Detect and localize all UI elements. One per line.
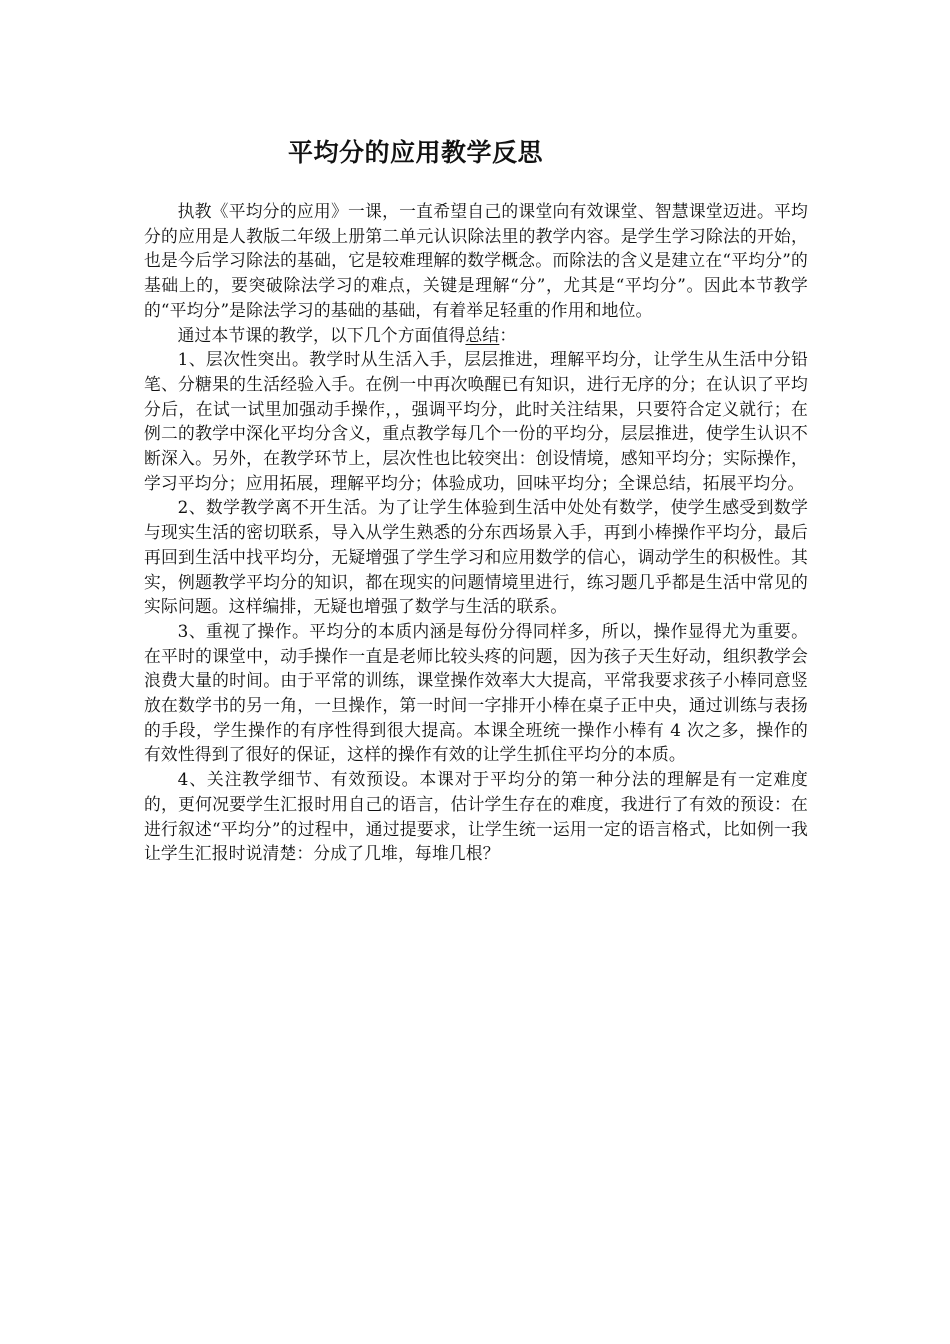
point-1-paragraph: 1、层次性突出。教学时从生活入手，层层推进，理解平均分，让学生从生活中分铅笔、分糖果的生活经验入手。在例一中再次唤醒已有知识，进行无序的分；在认识了平均分后，在试一试里加强动手操作，，强调平均分，此时关注结果，只要符合定义就行；在例二的教学中深化平均分含义，重点教学每几个一份的平均分，层层推进，使学生认识不断深入。另外，在教学环节上，层次性也比较突出：创设情境，感知平均分；实际操作，学习平均分；应用拓展，理解平均分；体验成功，回味平均分；全课总结，拓展平均分。 (144, 349, 808, 493)
point-2-paragraph: 2、数学教学离不开生活。为了让学生体验到生活中处处有数学，使学生感受到数学与现实生活的密切联系，导入从学生熟悉的分东西场景入手，再到小棒操作平均分，最后再回到生活中找平均分，无疑增强了学生学习和应用数学的信心，调动学生的积极性。其实，例题教学平均分的知识，都在现实的问题情境里进行，练习题几乎都是生活中常见的实际问题。这样编排，无疑也增强了数学与生活的联系。 (144, 497, 808, 617)
page-title: 平均分的应用教学反思 (288, 138, 544, 167)
summary-lead-colon: ： (499, 324, 517, 345)
intro-paragraph: 执教《平均分的应用》一课，一直希望自己的课堂向有效课堂、智慧课堂迈进。平均分的应用是人教版二年级上册第二单元认识除法里的教学内容。是学生学习除法的开始，也是今后学习除法的基础，它是较难理解的数学概念。而除法的含义是建立在“平均分”的基础上的，要突破除法学习的难点，关键是理解“分”，尤其是“平均分”。因此本节教学的“平均分”是除法学习的基础的基础，有着举足轻重的作用和地位。 (144, 201, 808, 320)
summary-underlined-word: 总结 (465, 324, 500, 345)
summary-lead-paragraph (144, 323, 808, 348)
summary-lead-text: 通过本节课的教学，以下几个方面值得 (177, 324, 466, 345)
point-4-paragraph: 4、关注教学细节、有效预设。本课对于平均分的第一种分法的理解是有一定难度的，更何况要学生汇报时用自己的语言，估计学生存在的难度，我进行了有效的预设：在进行叙述“平均分”的过程中，通过提要求，让学生统一运用一定的语言格式，比如例一我让学生汇报时说清楚：分成了几堆，每堆几根？ (144, 769, 808, 864)
point-3-paragraph: 3、重视了操作。平均分的本质内涵是每份分得同样多，所以，操作显得尤为重要。在平时的课堂中，动手操作一直是老师比较头疼的问题，因为孩子天生好动，组织教学会浪费大量的时间。由于平常的训练，课堂操作效率大大提高，平常我要求孩子小棒同意竖放在数学书的另一角，一旦操作，第一时间一字排开小棒在桌子正中央，通过训练与表扬的手段，学生操作的有序性得到很大提高。本课全班统一操作小棒有 4 次之多，操作的有效性得到了很好的保证，这样的操作有效的让学生抓住平均分的本质。 (144, 620, 808, 765)
document-body (144, 199, 808, 866)
